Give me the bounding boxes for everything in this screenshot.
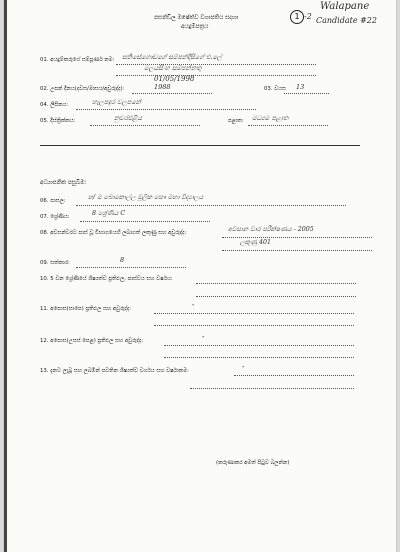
field-11-line-1 (154, 313, 354, 314)
section-divider (40, 145, 360, 146)
application-form-page (4, 0, 396, 552)
field-09-line (76, 267, 186, 268)
field-13-line-1 (234, 375, 354, 376)
field-08-line-1 (222, 237, 372, 238)
field-02-label: 02. උපන් දිනය(දවස/මාසය/අවුරුද්ද): (40, 86, 125, 92)
page-ref: -2 (304, 12, 312, 21)
field-06-label: 06. පාසල: (40, 198, 66, 204)
scan-edge (4, 0, 7, 552)
province-label: පළාත: (228, 118, 244, 124)
education-heading: අධ්‍යාපනික පසුබිම: (40, 180, 87, 186)
field-04-label: 04. ලිපිනය: (40, 102, 69, 108)
province-value: මධ්‍යම පළාත (252, 114, 289, 122)
field-12-value: - (202, 333, 205, 341)
field-08-value-2: ලකුණු 401 (240, 239, 272, 246)
field-01-value: සතිසේගොඩගේ සම්පන්දීසිගේ එ.ලේ (122, 53, 222, 61)
footer-note: (කරුණාකර අමත් පිටුව බලන්න) (216, 460, 290, 466)
field-04-value: හැලපදුර වලපනේ (92, 98, 141, 106)
field-07-line (80, 221, 210, 222)
field-06-line (76, 205, 346, 206)
field-13-line-2 (190, 388, 354, 389)
field-01-line-2 (116, 75, 316, 76)
field-04-line (76, 109, 256, 110)
field-10-label: 10. 5 වන ශ්‍රේණියේ ශිෂ්‍යත්ව ප්‍රතිඵල, පාස්වය සහ වර්ෂය: (40, 276, 173, 282)
field-02-line (132, 93, 212, 94)
field-13-value: - (242, 363, 245, 371)
field-12-line-2 (164, 357, 354, 358)
field-07-value: 8 ශ්‍රේණිය C (92, 210, 126, 217)
annotation-line2: Candidate #22 (316, 16, 377, 25)
field-11-line-2 (154, 325, 354, 326)
field-12-label: 12. අපොස(උසස් පෙළ) ප්‍රතිඵල සහ අවුරුද්ද: (40, 338, 144, 344)
field-05-label: 05. දිස්ත්‍රික්කය: (40, 118, 76, 124)
field-10-line-1 (196, 283, 356, 284)
field-11-value: - (192, 301, 195, 309)
field-11-label: 11. අපොස(සාපෙ) ප්‍රතිඵල සහ අවුරුද්ද: (40, 306, 132, 312)
field-05-line (90, 125, 200, 126)
field-10-line-2 (196, 296, 356, 297)
field-08-line-2 (222, 250, 372, 251)
field-08-label: 08. අවසන්වරට පාස් වූ විභාගයෙහි ලබාගත් ලකුණු සහ අවුරුද්ද: (40, 230, 187, 236)
field-02-value: 1988 (154, 83, 171, 91)
field-01-value-3: 01/05/1998 (154, 75, 195, 83)
form-title-line2: අයදුම්පත්‍රය (181, 24, 209, 30)
field-08-value-1: අවසාන වාර පරීක්ෂණය - 2005 (228, 226, 314, 233)
field-03-line (284, 93, 329, 94)
field-09-value: 8 (120, 256, 125, 264)
field-06-value: හ/ ම බොකොල්ල මූලික සෞ මහා විද්‍යාලය (88, 194, 204, 201)
field-01-value-2: මලයසිංහ සම්පන්නතු (144, 64, 202, 72)
field-03-label: 03. වයස (264, 86, 286, 92)
circled-number: 1 (290, 10, 304, 24)
province-line (248, 125, 328, 126)
field-01-label: 01. අයදුම්කරුගේ සම්පූර්ණ නම: (40, 57, 115, 63)
annotation-line1: Walapane (320, 1, 370, 12)
field-05-value: නුවරඑළිය (114, 114, 142, 122)
form-title-line1: පසන්ඩිල ඔෂේත්ව වගාපතිය සදහා (154, 15, 239, 21)
field-03-value: 13 (296, 83, 305, 91)
field-13-label: 13. දැනට ලැබූ සහ ලබමින් පවතින ශිෂ්‍යත්ව වර්ගය සහ වර්ෂාකම: (40, 368, 189, 374)
field-12-line-1 (164, 345, 354, 346)
field-07-label: 07. ශ්‍රේණිය: (40, 214, 70, 220)
field-09-label: 09. සත්කාර: (40, 260, 70, 266)
